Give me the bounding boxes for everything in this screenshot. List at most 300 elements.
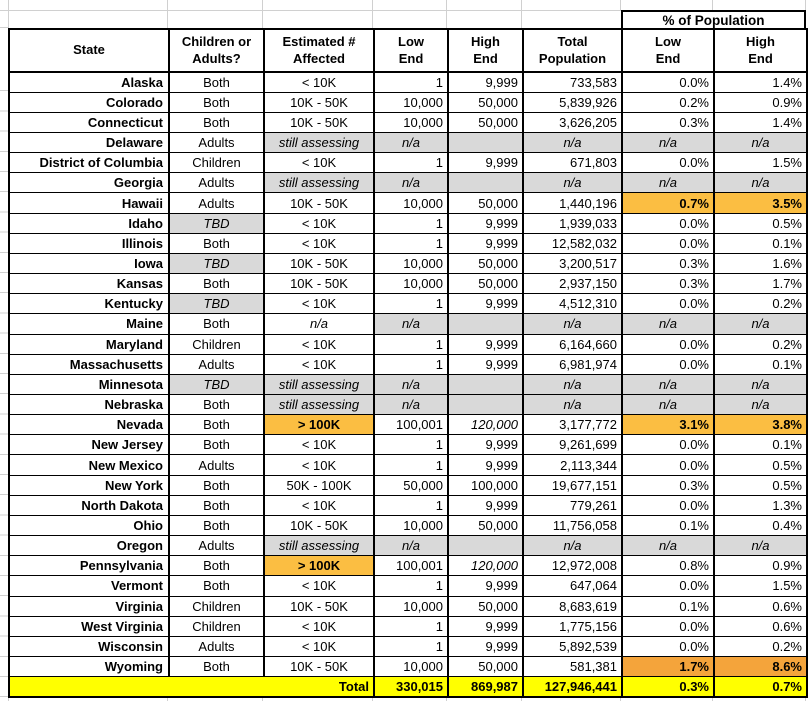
table-row xyxy=(9,556,807,576)
cell-pct-high-end[interactable]: 0.2% xyxy=(714,636,807,656)
cell-pct-high-end[interactable]: 1.4% xyxy=(714,112,807,132)
cell-pct-low-end[interactable]: 0.3% xyxy=(622,112,714,132)
cell-total-population[interactable]: 5,892,539 xyxy=(523,636,622,656)
table-row xyxy=(9,435,807,455)
cell-high-end[interactable]: 9,999 xyxy=(448,576,523,596)
cell-pct-high-end[interactable]: 1.7% xyxy=(714,274,807,294)
cell-pct-low-end[interactable]: 0.7% xyxy=(622,193,714,213)
cell-pct-low-end[interactable]: 0.3% xyxy=(622,475,714,495)
cell-high-end[interactable]: 100,000 xyxy=(448,475,523,495)
cell-children-or-adults[interactable]: Both xyxy=(169,112,264,132)
cell-pct-low-end[interactable]: 0.0% xyxy=(622,213,714,233)
cell-state[interactable]: Kentucky xyxy=(9,294,169,314)
cell-children-or-adults[interactable]: Adults xyxy=(169,193,264,213)
cell-low-end[interactable]: 1 xyxy=(374,616,448,636)
cell-low-end[interactable]: 1 xyxy=(374,294,448,314)
cell-total-population[interactable]: 671,803 xyxy=(523,153,622,173)
cell-high-end[interactable] xyxy=(448,374,523,394)
cell-high-end[interactable]: 120,000 xyxy=(448,556,523,576)
table-row xyxy=(9,395,807,415)
gridline-col-b xyxy=(167,0,168,28)
cell-estimated-affected[interactable]: < 10K xyxy=(264,213,374,233)
cell-state[interactable]: Colorado xyxy=(9,92,169,112)
cell-children-or-adults[interactable]: Both xyxy=(169,515,264,535)
table-row xyxy=(9,294,807,314)
cell-pct-low-end[interactable]: 0.0% xyxy=(622,495,714,515)
header-row xyxy=(9,29,807,72)
cell-low-end[interactable]: 1 xyxy=(374,233,448,253)
cell-pct-high-end[interactable]: 0.9% xyxy=(714,92,807,112)
cell-high-end[interactable] xyxy=(448,314,523,334)
cell-total-population[interactable]: 127,946,441 xyxy=(523,677,622,697)
total-row xyxy=(9,677,807,697)
cell-estimated-affected[interactable]: still assessing xyxy=(264,536,374,556)
cell-total-population[interactable]: 12,582,032 xyxy=(523,233,622,253)
cell-children-or-adults[interactable]: Both xyxy=(169,657,264,677)
cell-total-population[interactable]: 1,775,156 xyxy=(523,616,622,636)
cell-estimated-affected[interactable]: still assessing xyxy=(264,173,374,193)
cell-children-or-adults[interactable]: Both xyxy=(169,576,264,596)
cell-pct-high-end[interactable]: 1.6% xyxy=(714,253,807,273)
cell-children-or-adults[interactable]: Adults xyxy=(169,354,264,374)
cell-total-population[interactable]: n/a xyxy=(523,395,622,415)
cell-pct-low-end[interactable]: n/a xyxy=(622,132,714,152)
cell-high-end[interactable]: 9,999 xyxy=(448,233,523,253)
table-row xyxy=(9,72,807,92)
cell-low-end[interactable]: 10,000 xyxy=(374,193,448,213)
cell-pct-low-end[interactable]: 0.8% xyxy=(622,556,714,576)
cell-total-population[interactable]: 733,583 xyxy=(523,72,622,92)
cell-high-end[interactable]: 50,000 xyxy=(448,193,523,213)
table-row xyxy=(9,193,807,213)
table-row xyxy=(9,233,807,253)
cell-estimated-affected[interactable]: < 10K xyxy=(264,294,374,314)
cell-low-end[interactable]: 1 xyxy=(374,636,448,656)
cell-children-or-adults[interactable]: Adults xyxy=(169,173,264,193)
cell-high-end[interactable]: 9,999 xyxy=(448,495,523,515)
cell-pct-high-end[interactable]: 0.5% xyxy=(714,455,807,475)
cell-total-population[interactable]: 6,164,660 xyxy=(523,334,622,354)
table-row xyxy=(9,576,807,596)
cell-high-end[interactable]: 120,000 xyxy=(448,415,523,435)
cell-low-end[interactable]: 1 xyxy=(374,435,448,455)
cell-high-end[interactable] xyxy=(448,173,523,193)
gridline-left-margin-top xyxy=(0,27,8,28)
cell-low-end[interactable]: n/a xyxy=(374,374,448,394)
cell-low-end[interactable]: 10,000 xyxy=(374,596,448,616)
cell-estimated-affected[interactable]: < 10K xyxy=(264,455,374,475)
cell-high-end[interactable]: 50,000 xyxy=(448,596,523,616)
cell-estimated-affected[interactable]: 10K - 50K xyxy=(264,193,374,213)
cell-total-population[interactable]: 8,683,619 xyxy=(523,596,622,616)
cell-state[interactable]: Maine xyxy=(9,314,169,334)
cell-pct-low-end[interactable]: 0.0% xyxy=(622,72,714,92)
cell-state[interactable]: Delaware xyxy=(9,132,169,152)
cell-high-end[interactable]: 9,999 xyxy=(448,455,523,475)
cell-low-end[interactable]: 10,000 xyxy=(374,253,448,273)
cell-pct-high-end[interactable]: 0.2% xyxy=(714,334,807,354)
cell-pct-high-end[interactable]: 0.9% xyxy=(714,556,807,576)
cell-pct-high-end[interactable]: n/a xyxy=(714,173,807,193)
cell-total-population[interactable]: n/a xyxy=(523,374,622,394)
cell-estimated-affected[interactable]: still assessing xyxy=(264,395,374,415)
cell-low-end[interactable]: 10,000 xyxy=(374,657,448,677)
cell-low-end[interactable]: 50,000 xyxy=(374,475,448,495)
cell-pct-low-end[interactable]: 0.0% xyxy=(622,233,714,253)
cell-children-or-adults[interactable]: Both xyxy=(169,72,264,92)
cell-total-population[interactable]: 581,381 xyxy=(523,657,622,677)
cell-low-end[interactable]: 1 xyxy=(374,354,448,374)
table-row xyxy=(9,415,807,435)
cell-state[interactable]: Connecticut xyxy=(9,112,169,132)
cell-children-or-adults[interactable]: Both xyxy=(169,495,264,515)
table-row xyxy=(9,153,807,173)
cell-state[interactable]: Alaska xyxy=(9,72,169,92)
cell-children-or-adults[interactable]: Adults xyxy=(169,132,264,152)
table-row xyxy=(9,455,807,475)
cell-pct-low-end[interactable]: 0.0% xyxy=(622,435,714,455)
cell-total-low-end[interactable]: 330,015 xyxy=(374,677,448,697)
cell-estimated-affected[interactable]: > 100K xyxy=(264,556,374,576)
cell-pct-high-end[interactable]: n/a xyxy=(714,132,807,152)
cell-children-or-adults[interactable]: Adults xyxy=(169,455,264,475)
table-row xyxy=(9,616,807,636)
cell-high-end[interactable]: 9,999 xyxy=(448,616,523,636)
cell-estimated-affected[interactable]: n/a xyxy=(264,314,374,334)
table-row xyxy=(9,253,807,273)
cell-estimated-affected[interactable]: 10K - 50K xyxy=(264,92,374,112)
cell-children-or-adults[interactable]: Children xyxy=(169,616,264,636)
cell-estimated-affected[interactable]: < 10K xyxy=(264,576,374,596)
cell-estimated-affected[interactable]: < 10K xyxy=(264,636,374,656)
cell-total-population[interactable]: 2,113,344 xyxy=(523,455,622,475)
cell-children-or-adults[interactable]: TBD xyxy=(169,374,264,394)
cell-pct-high-end[interactable]: 3.5% xyxy=(714,193,807,213)
cell-low-end[interactable]: 10,000 xyxy=(374,274,448,294)
cell-children-or-adults[interactable]: Adults xyxy=(169,536,264,556)
cell-children-or-adults[interactable]: Both xyxy=(169,395,264,415)
column-header-state[interactable]: State xyxy=(9,29,169,72)
cell-low-end[interactable]: 1 xyxy=(374,334,448,354)
table-row xyxy=(9,536,807,556)
cell-low-end[interactable]: n/a xyxy=(374,314,448,334)
cell-total-population[interactable]: 4,512,310 xyxy=(523,294,622,314)
cell-estimated-affected[interactable]: 10K - 50K xyxy=(264,112,374,132)
cell-low-end[interactable]: 1 xyxy=(374,72,448,92)
cell-children-or-adults[interactable]: Children xyxy=(169,153,264,173)
cell-pct-low-end[interactable]: 0.3% xyxy=(622,274,714,294)
cell-low-end[interactable]: n/a xyxy=(374,395,448,415)
cell-high-end[interactable] xyxy=(448,132,523,152)
cell-total-population[interactable]: 19,677,151 xyxy=(523,475,622,495)
table-row xyxy=(9,636,807,656)
cell-low-end[interactable]: 10,000 xyxy=(374,112,448,132)
cell-children-or-adults[interactable]: TBD xyxy=(169,294,264,314)
gridline-col-f xyxy=(521,0,522,28)
column-header-children-or-adults[interactable]: Children or Adults? xyxy=(169,29,264,72)
table-row xyxy=(9,314,807,334)
cell-low-end[interactable]: 100,001 xyxy=(374,415,448,435)
table-row xyxy=(9,657,807,677)
table-row xyxy=(9,274,807,294)
cell-pct-low-end[interactable]: 0.3% xyxy=(622,253,714,273)
table-row xyxy=(9,132,807,152)
cell-low-end[interactable]: n/a xyxy=(374,536,448,556)
cell-high-end[interactable]: 9,999 xyxy=(448,334,523,354)
cell-high-end[interactable]: 50,000 xyxy=(448,92,523,112)
cell-high-end[interactable]: 50,000 xyxy=(448,112,523,132)
cell-children-or-adults[interactable]: Both xyxy=(169,233,264,253)
cell-state[interactable]: Minnesota xyxy=(9,374,169,394)
cell-estimated-affected[interactable]: 50K - 100K xyxy=(264,475,374,495)
cell-high-end[interactable]: 9,999 xyxy=(448,294,523,314)
cell-pct-low-end[interactable]: 0.0% xyxy=(622,616,714,636)
cell-pct-low-end[interactable]: 0.0% xyxy=(622,455,714,475)
cell-total-population[interactable]: 11,756,058 xyxy=(523,515,622,535)
pct-of-population-label: % of Population xyxy=(662,13,765,28)
cell-children-or-adults[interactable]: Adults xyxy=(169,636,264,656)
column-header-high-end[interactable]: High End xyxy=(448,29,523,72)
cell-estimated-affected[interactable]: < 10K xyxy=(264,354,374,374)
cell-estimated-affected[interactable]: 10K - 50K xyxy=(264,596,374,616)
cell-high-end[interactable] xyxy=(448,395,523,415)
cell-pct-high-end[interactable]: 0.5% xyxy=(714,475,807,495)
cell-estimated-affected[interactable]: 10K - 50K xyxy=(264,274,374,294)
cell-pct-high-end[interactable]: n/a xyxy=(714,536,807,556)
cell-low-end[interactable]: 10,000 xyxy=(374,92,448,112)
cell-state[interactable]: Maryland xyxy=(9,334,169,354)
gridline-col-e xyxy=(446,0,447,28)
cell-low-end[interactable]: 1 xyxy=(374,153,448,173)
cell-high-end[interactable]: 9,999 xyxy=(448,435,523,455)
cell-estimated-affected[interactable]: still assessing xyxy=(264,132,374,152)
cell-low-end[interactable]: n/a xyxy=(374,173,448,193)
cell-pct-low-end[interactable]: n/a xyxy=(622,536,714,556)
cell-high-end[interactable]: 50,000 xyxy=(448,657,523,677)
cell-estimated-affected[interactable]: < 10K xyxy=(264,153,374,173)
cell-children-or-adults[interactable]: TBD xyxy=(169,253,264,273)
gridline-col-c xyxy=(262,0,263,28)
state-impact-table xyxy=(8,28,808,698)
cell-estimated-affected[interactable]: < 10K xyxy=(264,334,374,354)
cell-pct-low-end[interactable]: 0.0% xyxy=(622,576,714,596)
cell-state[interactable]: Oregon xyxy=(9,536,169,556)
cell-total-population[interactable]: n/a xyxy=(523,536,622,556)
cell-total-population[interactable]: 2,937,150 xyxy=(523,274,622,294)
cell-pct-low-end[interactable]: n/a xyxy=(622,395,714,415)
cell-high-end[interactable]: 9,999 xyxy=(448,354,523,374)
cell-total-population[interactable]: 3,626,205 xyxy=(523,112,622,132)
cell-children-or-adults[interactable]: Both xyxy=(169,435,264,455)
cell-state[interactable]: Kansas xyxy=(9,274,169,294)
cell-pct-low-end[interactable]: 0.0% xyxy=(622,334,714,354)
cell-pct-high-end[interactable]: n/a xyxy=(714,395,807,415)
cell-high-end[interactable]: 9,999 xyxy=(448,636,523,656)
cell-state[interactable]: Illinois xyxy=(9,233,169,253)
gridline-left-ruler xyxy=(0,71,8,698)
table-row xyxy=(9,213,807,233)
cell-pct-low-end[interactable]: 0.0% xyxy=(622,153,714,173)
cell-children-or-adults[interactable]: Both xyxy=(169,556,264,576)
cell-pct-high-end[interactable]: 8.6% xyxy=(714,657,807,677)
cell-pct-low-end[interactable]: 0.0% xyxy=(622,354,714,374)
cell-estimated-affected[interactable]: 10K - 50K xyxy=(264,515,374,535)
cell-state[interactable]: Georgia xyxy=(9,173,169,193)
cell-pct-high-end[interactable]: 0.2% xyxy=(714,294,807,314)
cell-state[interactable]: Wyoming xyxy=(9,657,169,677)
cell-estimated-affected[interactable]: still assessing xyxy=(264,374,374,394)
cell-high-end[interactable]: 50,000 xyxy=(448,274,523,294)
cell-total-high-end[interactable]: 869,987 xyxy=(448,677,523,697)
cell-state[interactable]: West Virginia xyxy=(9,616,169,636)
column-header-low-end[interactable]: Low End xyxy=(374,29,448,72)
cell-state[interactable]: Hawaii xyxy=(9,193,169,213)
cell-estimated-affected[interactable]: 10K - 50K xyxy=(264,657,374,677)
cell-low-end[interactable]: 10,000 xyxy=(374,515,448,535)
cell-pct-low-end[interactable]: n/a xyxy=(622,314,714,334)
cell-high-end[interactable]: 50,000 xyxy=(448,515,523,535)
gridline-col-g xyxy=(620,0,621,10)
cell-total-population[interactable]: 779,261 xyxy=(523,495,622,515)
cell-low-end[interactable]: 1 xyxy=(374,213,448,233)
cell-pct-high-end[interactable]: 1.5% xyxy=(714,153,807,173)
column-header-pct-high-end[interactable]: High End xyxy=(714,29,807,72)
cell-pct-high-end[interactable]: 0.1% xyxy=(714,233,807,253)
cell-total-population[interactable]: 1,939,033 xyxy=(523,213,622,233)
table-row xyxy=(9,354,807,374)
cell-children-or-adults[interactable]: TBD xyxy=(169,213,264,233)
cell-pct-high-end[interactable]: 1.5% xyxy=(714,576,807,596)
cell-state[interactable]: New Mexico xyxy=(9,455,169,475)
cell-state[interactable]: Pennsylvania xyxy=(9,556,169,576)
cell-state[interactable]: Idaho xyxy=(9,213,169,233)
cell-total-label[interactable]: Total xyxy=(9,677,374,697)
cell-state[interactable]: Virginia xyxy=(9,596,169,616)
cell-pct-high-end[interactable]: 0.1% xyxy=(714,354,807,374)
cell-high-end[interactable] xyxy=(448,536,523,556)
cell-estimated-affected[interactable]: < 10K xyxy=(264,616,374,636)
cell-pct-high-end[interactable]: 3.8% xyxy=(714,415,807,435)
gridline-col-d xyxy=(372,0,373,28)
cell-state[interactable]: Ohio xyxy=(9,515,169,535)
cell-total-population[interactable]: 9,261,699 xyxy=(523,435,622,455)
cell-state[interactable]: Nevada xyxy=(9,415,169,435)
gridline-col-a xyxy=(8,0,9,28)
cell-children-or-adults[interactable]: Both xyxy=(169,314,264,334)
cell-pct-high-end[interactable]: 0.6% xyxy=(714,596,807,616)
cell-pct-high-end[interactable]: 0.6% xyxy=(714,616,807,636)
table-body xyxy=(9,72,807,697)
cell-pct-low-end[interactable]: 0.0% xyxy=(622,636,714,656)
cell-children-or-adults[interactable]: Both xyxy=(169,274,264,294)
cell-estimated-affected[interactable]: < 10K xyxy=(264,435,374,455)
cell-total-population[interactable]: n/a xyxy=(523,132,622,152)
cell-low-end[interactable]: 1 xyxy=(374,455,448,475)
cell-pct-high-end[interactable]: 0.4% xyxy=(714,515,807,535)
cell-total-population[interactable]: 5,839,926 xyxy=(523,92,622,112)
cell-pct-low-end[interactable]: 0.0% xyxy=(622,294,714,314)
table-row xyxy=(9,173,807,193)
cell-children-or-adults[interactable]: Both xyxy=(169,415,264,435)
cell-total-population[interactable]: 3,200,517 xyxy=(523,253,622,273)
cell-low-end[interactable]: n/a xyxy=(374,132,448,152)
cell-estimated-affected[interactable]: < 10K xyxy=(264,72,374,92)
cell-state[interactable]: Massachusetts xyxy=(9,354,169,374)
cell-total-population[interactable]: 6,981,974 xyxy=(523,354,622,374)
cell-total-population[interactable]: 12,972,008 xyxy=(523,556,622,576)
cell-high-end[interactable]: 9,999 xyxy=(448,72,523,92)
cell-state[interactable]: North Dakota xyxy=(9,495,169,515)
cell-pct-low-end[interactable]: n/a xyxy=(622,173,714,193)
gridline-col-h xyxy=(712,0,713,10)
cell-pct-low-end[interactable]: 3.1% xyxy=(622,415,714,435)
table-row xyxy=(9,92,807,112)
cell-children-or-adults[interactable]: Both xyxy=(169,92,264,112)
cell-total-population[interactable]: 3,177,772 xyxy=(523,415,622,435)
column-header-estimated-affected[interactable]: Estimated # Affected xyxy=(264,29,374,72)
cell-children-or-adults[interactable]: Both xyxy=(169,475,264,495)
cell-pct-high-end[interactable]: 1.4% xyxy=(714,72,807,92)
cell-state[interactable]: Nebraska xyxy=(9,395,169,415)
cell-pct-high-end[interactable]: 0.1% xyxy=(714,435,807,455)
cell-pct-low-end[interactable]: 0.1% xyxy=(622,596,714,616)
cell-total-population[interactable]: n/a xyxy=(523,314,622,334)
cell-state[interactable]: Iowa xyxy=(9,253,169,273)
cell-total-population[interactable]: n/a xyxy=(523,173,622,193)
table-row xyxy=(9,334,807,354)
column-header-pct-low-end[interactable]: Low End xyxy=(622,29,714,72)
cell-pct-high-end[interactable]: n/a xyxy=(714,374,807,394)
cell-estimated-affected[interactable]: 10K - 50K xyxy=(264,253,374,273)
cell-low-end[interactable]: 1 xyxy=(374,495,448,515)
cell-total-population[interactable]: 647,064 xyxy=(523,576,622,596)
cell-state[interactable]: Vermont xyxy=(9,576,169,596)
column-header-total-population[interactable]: Total Population xyxy=(523,29,622,72)
cell-total-pct-high-end[interactable]: 0.7% xyxy=(714,677,807,697)
table-row xyxy=(9,596,807,616)
pct-of-population-header-cell[interactable] xyxy=(621,10,806,29)
cell-children-or-adults[interactable]: Children xyxy=(169,334,264,354)
cell-estimated-affected[interactable]: < 10K xyxy=(264,495,374,515)
cell-low-end[interactable]: 100,001 xyxy=(374,556,448,576)
table-row xyxy=(9,495,807,515)
cell-state[interactable]: New Jersey xyxy=(9,435,169,455)
cell-pct-low-end[interactable]: 1.7% xyxy=(622,657,714,677)
cell-pct-low-end[interactable]: 0.2% xyxy=(622,92,714,112)
gridline-top-row xyxy=(0,10,621,11)
cell-estimated-affected[interactable]: > 100K xyxy=(264,415,374,435)
cell-state[interactable]: District of Columbia xyxy=(9,153,169,173)
table-row xyxy=(9,515,807,535)
cell-high-end[interactable]: 50,000 xyxy=(448,253,523,273)
cell-pct-low-end[interactable]: 0.1% xyxy=(622,515,714,535)
cell-high-end[interactable]: 9,999 xyxy=(448,213,523,233)
cell-estimated-affected[interactable]: < 10K xyxy=(264,233,374,253)
cell-state[interactable]: New York xyxy=(9,475,169,495)
cell-high-end[interactable]: 9,999 xyxy=(448,153,523,173)
cell-total-population[interactable]: 1,440,196 xyxy=(523,193,622,213)
cell-pct-high-end[interactable]: 0.5% xyxy=(714,213,807,233)
cell-state[interactable]: Wisconsin xyxy=(9,636,169,656)
cell-total-pct-low-end[interactable]: 0.3% xyxy=(622,677,714,697)
cell-low-end[interactable]: 1 xyxy=(374,576,448,596)
cell-pct-high-end[interactable]: 1.3% xyxy=(714,495,807,515)
cell-pct-low-end[interactable]: n/a xyxy=(622,374,714,394)
cell-children-or-adults[interactable]: Children xyxy=(169,596,264,616)
table-row xyxy=(9,475,807,495)
table-row xyxy=(9,112,807,132)
cell-pct-high-end[interactable]: n/a xyxy=(714,314,807,334)
